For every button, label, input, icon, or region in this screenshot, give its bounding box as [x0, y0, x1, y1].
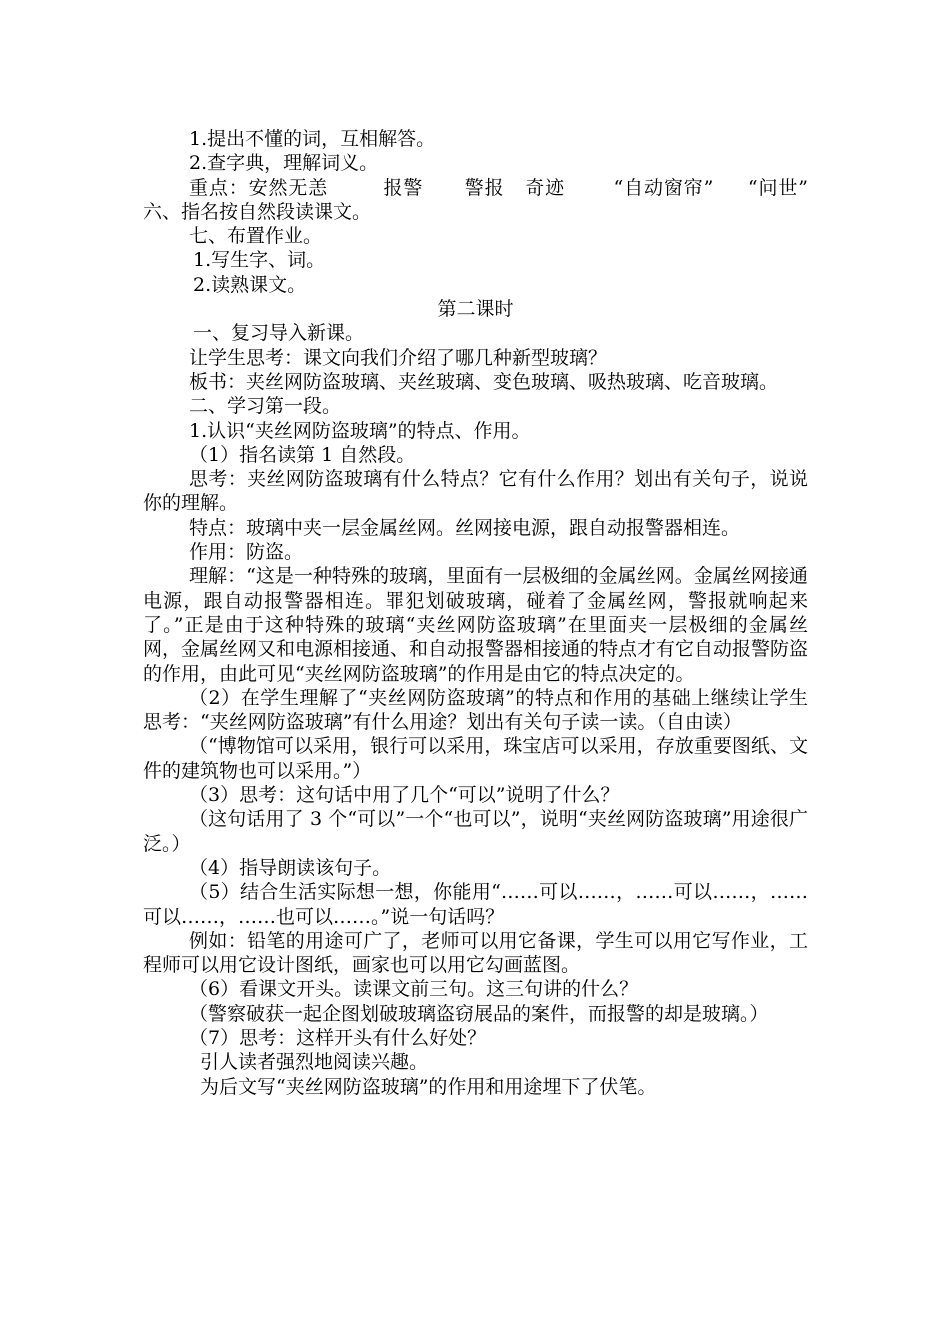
paragraph: （这句话用了 3 个“可以”一个“也可以”，说明“夹丝网防盗玻璃”用途很广泛。）: [143, 808, 808, 855]
paragraph: （2）在学生理解了“夹丝网防盗玻璃”的特点和作用的基础上继续让学生思考：“夹丝网防盗玻璃”有什么用途？划出有关句子读一读。（自由读）: [143, 686, 808, 734]
paragraph: 让学生思考：课文向我们介绍了哪几种新型玻璃？: [189, 346, 608, 369]
paragraph: 例如：铅笔的用途可广了，老师可以用它备课，学生可以用它写作业，工程师可以用它设计图纸，画家也可以用它勾画蓝图。: [143, 929, 808, 977]
paragraph: （7）思考：这样开头有什么好处？: [189, 1026, 487, 1049]
document-page: [143, 127, 808, 1099]
paragraph: （警察破获一起企图划破玻璃盗窃展品的案件，而报警的却是玻璃。）: [189, 1002, 769, 1025]
paragraph: 2.查字典，理解词义。: [189, 152, 379, 175]
paragraph: 作用：防盗。: [189, 541, 304, 564]
paragraph: 为后文写“夹丝网防盗玻璃”的作用和用途埋下了伏笔。: [200, 1075, 657, 1098]
paragraph: 1.提出不懂的词，互相解答。: [189, 128, 436, 150]
paragraph: 引人读者强烈地阅读兴趣。: [200, 1051, 429, 1074]
paragraph: 2.读熟课文。: [193, 273, 307, 296]
paragraph: 重点：安然无恙 报警 警报 奇迹 “自动窗帘” “问世” 六、指名按自然段读课文。: [143, 176, 808, 223]
paragraph: 七、布置作业。: [189, 225, 323, 248]
paragraph: 理解：“这是一种特殊的玻璃，里面有一层极细的金属丝网。金属丝网接通电源，跟自动报警器相连。罪犯划破玻璃，碰着了金属丝网，警报就响起来了。”正是由于这种特殊的玻璃“夹丝网防盗玻璃”在里面夹一层极细的金属丝网，金属丝网又和电源相接通、和自动报警器相接通的特点才有它自动报警防盗的作用，由此可见“夹丝网防盗玻璃”的作用是由它的特点决定的。: [143, 565, 809, 685]
paragraph: 一、复习导入新课。: [193, 322, 365, 345]
paragraph: （1）指名读第 1 自然段。: [189, 443, 416, 466]
paragraph: 二、学习第一段。: [189, 395, 342, 418]
section-heading: 第二课时: [437, 298, 514, 321]
paragraph: 特点：玻璃中夹一层金属丝网。丝网接电源，跟自动报警器相连。: [189, 516, 741, 539]
paragraph: （6）看课文开头。读课文前三句。这三句讲的什么？: [189, 978, 639, 1001]
paragraph: 1.认识“夹丝网防盗玻璃”的特点、作用。: [189, 419, 531, 442]
paragraph: 思考：夹丝网防盗玻璃有什么特点？它有什么作用？划出有关句子，说说你的理解。: [143, 468, 808, 515]
paragraph: （3）思考：这句话中用了几个“可以”说明了什么？: [189, 784, 620, 807]
paragraph: （5）结合生活实际想一想，你能用“……可以……，……可以……，……可以……，……也可以……。”说一句话吗？: [143, 881, 808, 928]
paragraph: （“博物馆可以采用，银行可以采用，珠宝店可以采用，存放重要图纸、文件的建筑物也可以采用。”）: [143, 735, 808, 782]
paragraph: 1.写生字、词。: [193, 249, 326, 272]
paragraph: 板书：夹丝网防盗玻璃、夹丝玻璃、变色玻璃、吸热玻璃、吃音玻璃。: [189, 370, 779, 393]
paragraph: （4）指导朗读该句子。: [189, 856, 392, 879]
